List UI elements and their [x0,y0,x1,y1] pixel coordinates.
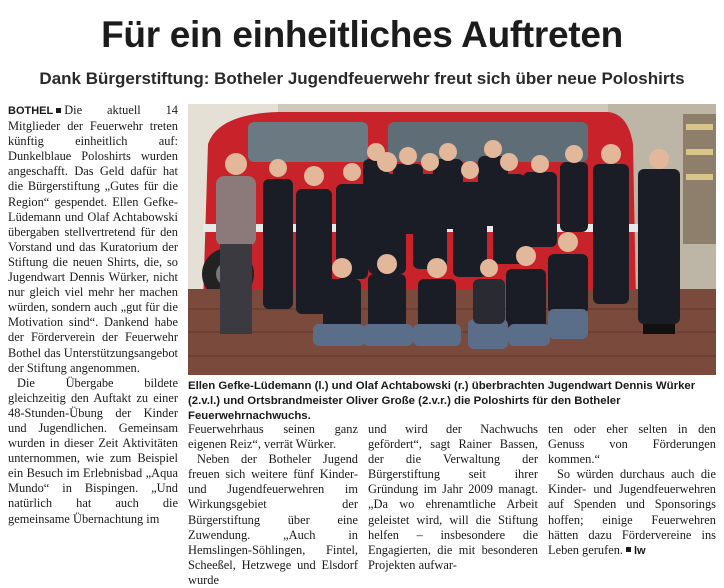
headline: Für ein einheitliches Auftreten [101,14,623,55]
column-4-paragraph [548,467,716,559]
group-photo [188,104,716,375]
author-signature: lw [634,544,646,557]
article-column-1 [8,103,178,565]
dateline: BOTHEL [8,105,54,117]
article-column-4 [548,422,716,566]
lead-paragraph [8,103,178,376]
paragraph-2: Die Übergabe bildete gleichzeitig den Auftakt zu einer 48-Stunden-Übung der Kinder und Jugendlichen. Gemeinsam wurden in dieser Zeit Aktivitäten unternommen, wie zum Beispiel ein Besuch im Erlebnisbad „Aqua Mundo“ in Bispingen. „Und natürlich hat auch die gemeinsame Übernachtung im [8,375,178,526]
article-column-3 [368,422,538,572]
article-column-2 [188,422,358,587]
bullet-icon [56,108,61,113]
closing-text: So würden durchaus auch die Kinder- und Jugendfeuerwehren auf Spenden und Sponsorings hoffen; einige Feuerwehren hätten dazu Fördervereine ins Leben gerufen. [548,467,716,557]
column-2-paragraph: Neben der Botheler Jugend freuen sich weitere fünf Kinder- und Jugendfeuerwehren im Wirkungsgebiet der Bürgerstiftung über eine Zuwendung. „Auch in Hemslingen-Söhlingen, Fintel, Scheeßel, Hetzwege und Elsdorf wurde [188,452,358,587]
column-3-text: und wird der Nachwuchs gefördert“, sagt Rainer Bassen, der die Verwaltung der Bürgerstiftung seit ihrer Gründung im Jahr 2009 managt. „Da wo ehrenamtliche Arbeit geleistet wird, will die Stiftung helfen – insbesondere die Engagierten, die mit besonderen Projekten aufwar- [368,422,538,572]
subheadline: Dank Bürgerstiftung: Botheler Jugendfeuerwehr freut sich über neue Poloshirts [39,69,685,88]
end-bullet-icon [626,547,631,552]
column-2-continuation: Feuerwehrhaus seinen ganz eigenen Reiz“, verrät Würker. [188,422,358,452]
column-4-text: ten oder eher selten in den Genuss von Förderungen kommen.“ [548,422,716,467]
lead-text: Die aktuell 14 Mitglieder der Feuerwehr treten künftig einheitlich auf: Dunkelblaue Poloshirts wurden angeschafft. Das Geld dafür hat die Bürgerstiftung „Gutes für die Region“ gespendet. Ellen Gefke-Lüdemann und Olaf Achtabowski übergaben stellvertretend für den Vorstand und das Kuratorium der Stiftung die neuen Shirts, die, so Jugendwart Dennis Würker, nicht nur gleich viel mehr her machen würden, sondern auch „gut für die Motivation sind“. Dankend habe der Förderverein der Feuerwehr Bothel das Unterstützungsangebot der Stiftung angenommen. [8,103,178,375]
photo-caption: Ellen Gefke-Lüdemann (l.) und Olaf Achtabowski (r.) überbrachten Jugendwart Dennis Würker (2.v.l.) und Ortsbrandmeister Oliver Große (2.v.r.) die Poloshirts für den Botheler Feuerwehrnachwuchs. [188,380,696,422]
